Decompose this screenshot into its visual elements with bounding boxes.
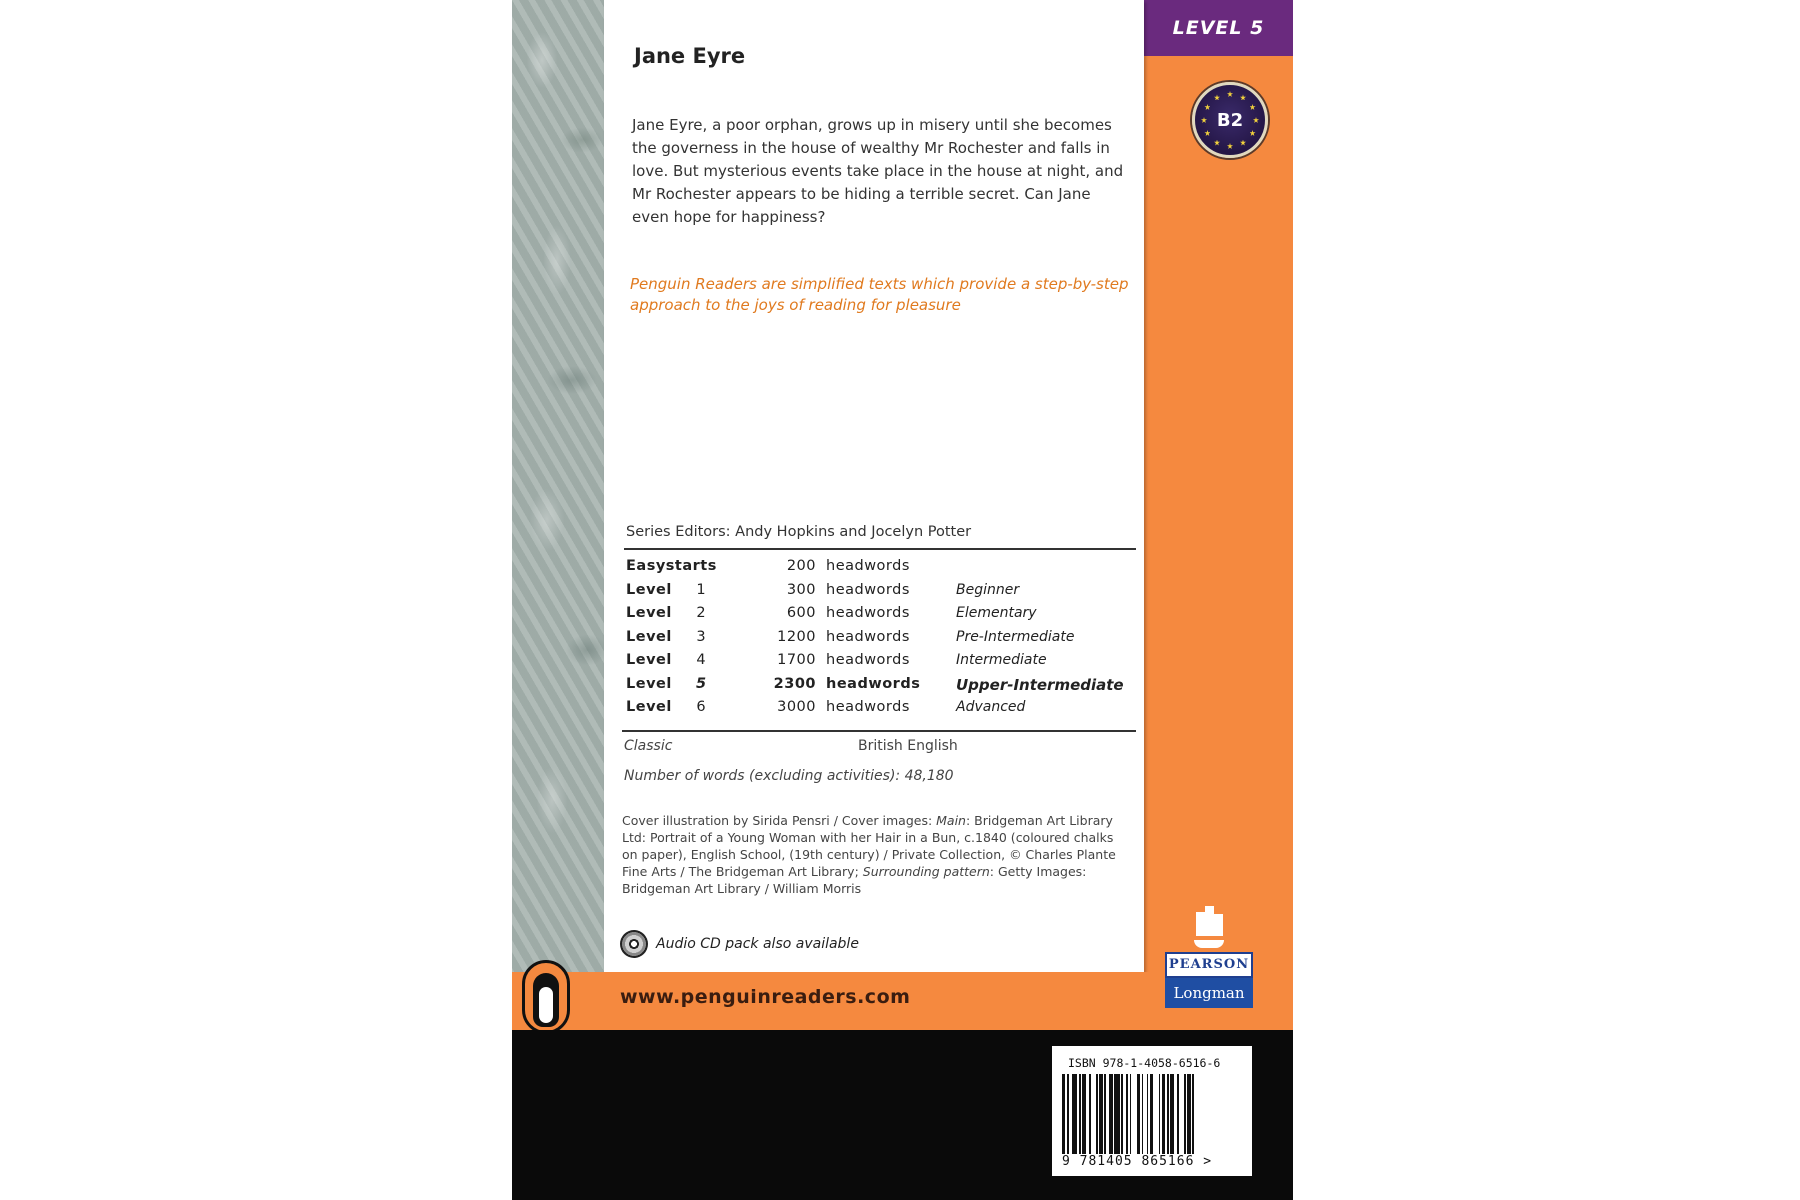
level-row bbox=[626, 582, 1146, 606]
credits-pattern: Surrounding pattern bbox=[862, 864, 990, 879]
level-hw: headwords bbox=[826, 628, 910, 645]
divider bbox=[624, 548, 1136, 550]
genre: Classic bbox=[624, 738, 673, 754]
barcode-digits: 9 781405 865166 > bbox=[1062, 1154, 1213, 1169]
level-row bbox=[626, 558, 1146, 582]
level-name: Easystarts bbox=[626, 558, 717, 574]
level-name: Level bbox=[626, 628, 672, 645]
level-row bbox=[626, 699, 1146, 723]
credits-text: : Bridgeman Art Library Ltd: Portrait of a Young Woman with her Hair in a Bun, c.1840 (coloured chalks on paper), English School, (19th century) / Private Collection, © Charles Plante Fine Arts / The Bridgeman Art Library; bbox=[622, 813, 1116, 879]
publisher-name: PEARSON bbox=[1165, 952, 1253, 978]
level-words: 2300 bbox=[773, 675, 816, 692]
series-editors: Series Editors: Andy Hopkins and Jocelyn Potter bbox=[626, 524, 972, 540]
level-name: Level bbox=[626, 675, 672, 692]
level-num: 5 bbox=[695, 675, 707, 692]
credits-text: Cover illustration by Sirida Pensri / Cover images: bbox=[622, 813, 937, 828]
level-hw: headwords bbox=[826, 605, 910, 621]
floral-pattern-strip bbox=[512, 0, 612, 980]
level-row bbox=[626, 605, 1146, 629]
level-num: 6 bbox=[696, 699, 706, 715]
website-url[interactable]: www.penguinreaders.com bbox=[620, 986, 911, 1008]
level-row bbox=[626, 676, 1146, 700]
level-num: 1 bbox=[696, 581, 706, 598]
level-row bbox=[626, 629, 1146, 653]
level-cefr: Upper-Intermediate bbox=[956, 675, 1124, 694]
publisher-imprint: Longman bbox=[1165, 978, 1253, 1008]
barcode-label bbox=[1052, 1046, 1252, 1176]
divider bbox=[622, 730, 1136, 732]
cefr-badge bbox=[1192, 82, 1268, 158]
level-row bbox=[626, 652, 1146, 676]
level-cefr: Pre-Intermediate bbox=[956, 628, 1075, 645]
level-hw: headwords bbox=[826, 558, 910, 574]
level-hw: headwords bbox=[826, 652, 910, 668]
book-blurb: Jane Eyre, a poor orphan, grows up in misery until she becomes the governess in the house of wealthy Mr Rochester and falls in love. But mysterious events take place in the house at night, and Mr Rochester appears to be hiding a terrible secret. Can Jane even hope for happiness? bbox=[632, 116, 1124, 226]
level-words: 1700 bbox=[777, 652, 816, 668]
level-words: 200 bbox=[786, 558, 816, 574]
penguin-logo-icon bbox=[522, 960, 570, 1034]
level-num: 3 bbox=[696, 628, 706, 645]
word-count: Number of words (excluding activities): 48,180 bbox=[624, 768, 954, 784]
pearson-longman-logo bbox=[1164, 904, 1254, 1008]
credits-main: Main bbox=[936, 813, 966, 828]
level-cefr: Elementary bbox=[956, 605, 1037, 621]
level-words: 600 bbox=[786, 605, 816, 621]
credits-text: : Getty Images: Bridgeman Art Library / William Morris bbox=[622, 864, 1087, 896]
level-num: 4 bbox=[696, 652, 706, 668]
level-hw: headwords bbox=[826, 675, 921, 692]
level-num: 2 bbox=[696, 605, 706, 621]
cd-icon bbox=[620, 930, 648, 958]
level-words: 300 bbox=[786, 581, 816, 598]
level-name: Level bbox=[626, 581, 672, 598]
barcode-icon bbox=[1062, 1074, 1242, 1154]
text-panel bbox=[604, 0, 1144, 976]
level-hw: headwords bbox=[826, 581, 910, 598]
level-words: 3000 bbox=[777, 699, 816, 715]
language: British English bbox=[858, 738, 958, 754]
level-name: Level bbox=[626, 652, 672, 668]
ship-icon bbox=[1192, 904, 1226, 948]
audio-note-text: Audio CD pack also available bbox=[656, 936, 859, 952]
level-words: 1200 bbox=[777, 628, 816, 645]
cover-credits bbox=[622, 812, 1127, 897]
level-cefr: Advanced bbox=[956, 699, 1026, 715]
levels-table bbox=[626, 558, 1146, 723]
book-back-cover bbox=[512, 0, 1293, 1200]
audio-cd-note bbox=[620, 930, 859, 958]
book-title: Jane Eyre bbox=[634, 44, 746, 68]
level-name: Level bbox=[626, 699, 672, 715]
level-cefr: Beginner bbox=[956, 581, 1020, 598]
level-cefr: Intermediate bbox=[956, 652, 1047, 668]
level-tab-label: LEVEL 5 bbox=[1172, 17, 1265, 39]
isbn-number: ISBN 978-1-4058-6516-6 bbox=[1068, 1056, 1221, 1070]
cefr-level: B2 bbox=[1216, 109, 1244, 131]
level-name: Level bbox=[626, 605, 672, 621]
series-tagline: Penguin Readers are simplified texts which provide a step-by-step approach to the joys of reading for pleasure bbox=[630, 275, 1129, 314]
level-hw: headwords bbox=[826, 699, 910, 715]
level-tab bbox=[1144, 0, 1293, 56]
